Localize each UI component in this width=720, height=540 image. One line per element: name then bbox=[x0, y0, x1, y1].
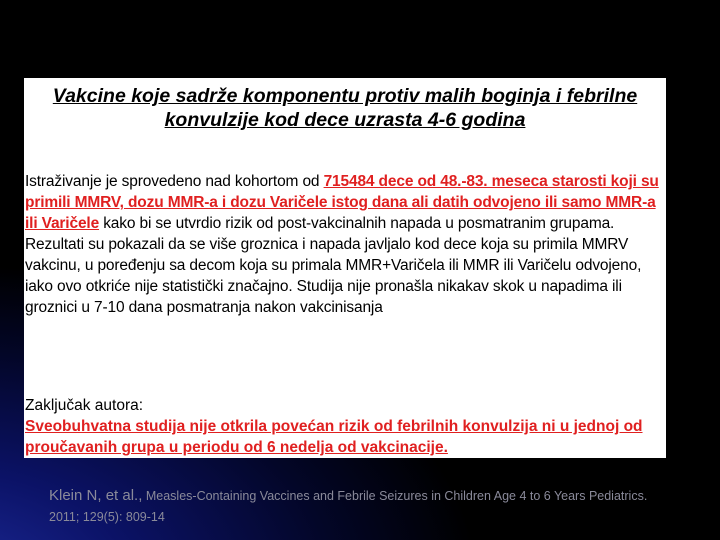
conclusion-label: Zaključak autora: bbox=[25, 397, 144, 414]
content-panel bbox=[24, 78, 666, 458]
study-intro: Istraživanje je sprovedeno nad kohortom od bbox=[25, 173, 324, 190]
slide-title: Vakcine koje sadrže komponentu protiv malih boginja i febrilne konvulzije kod dece uzrasta 4-6 godina bbox=[52, 85, 638, 131]
citation bbox=[49, 485, 649, 528]
conclusion-text: Sveobuhvatna studija nije otkrila povećan rizik od febrilnih konvulzija ni u jednoj od proučavanih grupa u periodu od 6 nedelja od vakcinacije. bbox=[25, 418, 643, 456]
study-cohort-highlight: 715484 dece od 48.-83. meseca starosti koji su primili MMRV, dozu MMR-a i dozu Varičele istog dana ali datih odvojeno ili samo MMR-a ili Varičele bbox=[25, 173, 659, 232]
study-description bbox=[25, 171, 665, 318]
citation-text: Measles-Containing Vaccines and Febrile Seizures in Children Age 4 to 6 Years Pediatrics. 2011; 129(5): 809-14 bbox=[49, 489, 648, 524]
citation-authors: Klein N, et al., bbox=[49, 487, 143, 504]
study-results: kako bi se utvrdio rizik od post-vakcinalnih napada u posmatranim grupama. Rezultati su pokazali da se više groznica i napada javljalo kod dece koja su primila MMRV vakcinu, u poređenju sa decom koja su primala MMR+Varičela ili MMR ili Varičelu odvojeno, iako ovo otkriće nije statistički značajno. Studija nije pronašla nikakav skok u napadima ili groznici u 7-10 dana posmatranja nakon vakcinisanja bbox=[25, 215, 642, 316]
